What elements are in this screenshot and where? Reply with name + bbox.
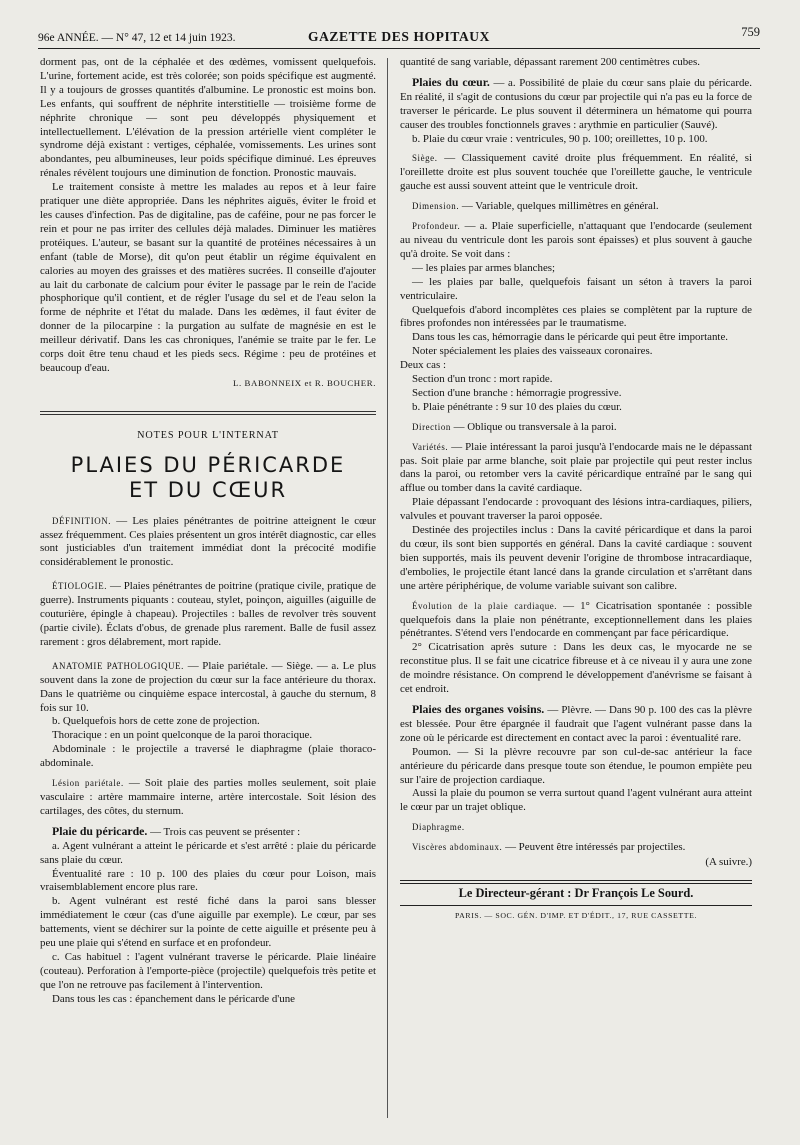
paragraph: c. Cas habituel : l'agent vulnérant traverse le péricarde. Plaie linéaire (couteau). Perforation à l'emporte-pièce (projectile) quelquefois très petite et que l'on ne retrouve pas facilement à l'intervention. [40,950,376,991]
paragraph: Aussi la plaie du poumon se verra surtout quand l'agent vulnérant aura atteint le cœur par un trajet oblique. [400,787,752,814]
lesion-text: — Soit plaie des parties molles seulement, soit plaie vasculaire : artère mammaire interne, artère intercostale. Soit lésion des cartilages, des côtes, du sternum. [40,777,376,817]
left-column [40,56,376,1007]
article-title [40,453,376,503]
varietes-text: — Plaie intéressant la paroi jusqu'à l'endocarde mais ne le dépassant pas. Soit plaie par arme blanche, soit plaie par projectile qui peut rester inclus dans la paroi, ou retomber vers la cavité péricardique entraîné par le sang qui afflue ou tomber dans la cavité cardiaque. [400,440,752,495]
evolution-text: — 1° Cicatrisation spontanée : possible quelquefois dans la plaie non pénétrante, exceptionnellement dans les plaies pénétrantes. S'étend vers l'endocarde en commençant par face péricardique. [400,599,752,640]
page-footer [400,880,752,923]
paragraph: Abdominale : le projectile a traversé le diaphragme (plaie thoraco-abdominale. [40,743,376,770]
paragraph: a. Agent vulnérant a atteint le péricarde et s'est arrêté : plaie du péricarde sans plaie du cœur. [40,839,376,866]
director-signature: Le Directeur-gérant : Dr François Le Sourd. [458,885,694,900]
section-kicker: NOTES POUR L'INTERNAT [137,429,279,441]
paragraph: quantité de sang variable, dépassant rarement 200 centimètres cubes. [400,56,700,68]
paragraph: Deux cas : [400,359,446,372]
paragraph: Plaie dépassant l'endocarde : provoquant des lésions intra-cardiaques, piliers, valvules et pouvant traverser la paroi opposée. [400,496,752,523]
paragraph: Thoracique : en un point quelconque de la paroi thoracique. [52,729,313,742]
paragraph: Dans tous les cas : épanchement dans le péricarde d'une [52,992,295,1005]
paragraph: b. Plaie du cœur vraie : ventricules, 90 p. 100; oreillettes, 10 p. 100. [412,132,708,145]
direction-label: Direction [412,421,451,432]
column-divider [387,58,388,1118]
paragraph: Dans tous les cas, hémorragie dans le péricarde qui peut être importante. [412,331,729,344]
footer-rule [400,883,752,884]
paragraph: b. Quelquefois hors de cette zone de projection. [52,715,260,728]
diaphragme-label: Diaphragme. [412,822,465,833]
etiologie-label: ÉTIOLOGIE. [52,581,108,592]
paragraph: b. Agent vulnérant est resté fiché dans la paroi sans blesser immédiatement le cœur (cas d'une aiguille par exemple). Le cœur, par ses battements, vient se déchirer sur la pointe de cette aiguille et présente peu à peu une plaie qui s'étend en surface et en profondeur. [40,895,376,950]
siege-text: — Classiquement cavité droite plus fréquemment. En réalité, si l'oreillette droite est plus souvent touchée que l'oreillette gauche, le ventricule gauche est aussi souvent atteint que le ventricule droit. [400,152,752,193]
printer-imprint: PARIS. — SOC. GÉN. D'IMP. ET D'ÉDIT., 17, RUE CASSETTE. [454,910,698,920]
direction-text: — Oblique ou transversale à la paroi. [450,420,617,433]
paragraph: dorment pas, ont de la céphalée et des œdèmes, vomissent quelquefois. L'urine, fortement acide, est très colorée; son poids spécifique est augmenté. Il y a toujours de grosses quantités d'albumine. Le pronostic est moins bon. Les enfants, qui souffrent de néphrite interstitielle — troisième forme de néphrite chronique — sont peu développés physiquement et intellectuellement. L'élévation de la pression artérielle vient compléter le syndrome déjà existant : vertiges, céphalée, vomissements. Les urines sont abondantes, peu albumineuses, leur poids spécifique diminué. Les épreuves rénales révèlent toujours une diminution de fonction. Pronostic mauvais. [40,56,376,180]
anatomie-text: — Plaie pariétale. — Siège. — a. Le plus souvent dans la zone de projection du cœur sur la face antérieure du thorax. Dans le quatrième ou cinquième espace intercostal, à gauche du sternum, 8 fois sur 10. [40,659,376,714]
list-item: — les plaies par armes blanches; [412,261,556,274]
author-signature: L. BABONNEIX et R. BOUCHER. [232,377,376,388]
issue-line: 96e ANNÉE. — N° 47, 12 et 14 juin 1923. [38,32,236,44]
right-column [400,56,752,923]
dimension-label: Dimension. [412,201,460,212]
evolution-label: Évolution de la plaie cardiaque. [412,600,558,611]
anatomie-label: ANATOMIE PATHOLOGIQUE. [52,660,185,671]
definition-label: DÉFINITION. [52,515,112,526]
plaies-coeur-heading: Plaies du cœur. [412,74,490,89]
list-item: Section d'une branche : hémorragie progressive. [412,386,622,399]
lesion-label: Lésion pariétale. [52,778,124,789]
plaie-pericarde-intro: — Trois cas peuvent se présenter : [147,825,301,838]
siege-label: Siège. [412,153,438,164]
page-number: 759 [741,25,760,39]
plaie-pericarde-heading: Plaie du péricarde. [52,823,148,838]
paragraph: b. Plaie pénétrante : 9 sur 10 des plaies du cœur. [412,400,622,413]
varietes-label: Variétés. [412,441,449,452]
definition-text: — Les plaies pénétrantes de poitrine atteignent le cœur assez fréquemment. Ces plaies présentent un gros intérêt diagnostic, car elles sont justiciables d'un traitement immédiat dont la précocité modifie considérablement le pronostic. [40,514,376,569]
list-item: Section d'un tronc : mort rapide. [412,373,553,386]
paragraph: Noter spécialement les plaies des vaisseaux coronaires. [412,345,653,358]
visceres-text: — Peuvent être intéressés par projectiles. [502,841,686,854]
plaies-coeur-text: — a. Possibilité de plaie du cœur sans plaie du péricarde. En réalité, il s'agit de contusions du cœur par projectile qui n'a pas eu la force de traverser le péricarde. Le plus souvent il déterminera un hématome qui pourra causer des troubles fonctionnels graves : arythmie en particulier (Sauvé). [400,76,752,131]
to-be-continued: (A suivre.) [705,856,752,869]
paragraph: Destinée des projectiles inclus : Dans la cavité péricardique et dans la paroi du cœur, ils sont bien supportés en général. Dans la cavité cardiaque : souvent bien supportés, mais ils peuvent devenir l'origine de thrombose intracardiaque, d'embolies, le projectile étant lancé dans la grande circulation et s'arrêtant dans une artère périphérique, de volume variable suivant son calibre. [400,524,752,592]
profondeur-text: — a. Plaie superficielle, n'attaquant que l'endocarde (seulement au niveau du ventricule dont les parois sont épaisses) et plus souvent à gauche qu'à droite. Se voit dans : [400,220,752,260]
visceres-label: Viscères abdominaux. [412,842,503,853]
footer-rule [400,880,752,881]
paragraph: 2° Cicatrisation après suture : Dans les deux cas, le myocarde ne se reconstitue plus. Il se fait une cicatrice fibreuse et à ce niveau il y aura une zone de moindre résistance. On comprend le développement d'anévrisme se faisant à cet endroit. [400,641,752,696]
article-title-line2: ET DU CŒUR [128,477,288,502]
organes-voisins-text: — Plèvre. — Dans 90 p. 100 des cas la plèvre est blessée. Pour être épargnée il faudrait que l'agent vulnérant passe dans la zone où le péricarde est directement en contact avec la paroi : éventualité rare. [400,703,752,744]
footer-rule [400,905,752,906]
dimension-text: — Variable, quelques millimètres en général. [459,200,659,213]
profondeur-label: Profondeur. [412,221,461,232]
etiologie-text: — Plaies pénétrantes de poitrine (pratique civile, pratique de guerre). Instruments piquants : couteau, stylet, poinçon, aiguilles (aiguille de couturière, épingle à chapeau). Projectiles : balles de revolver très souvent (partie civile). Éclats d'obus, de grenade plus rarement. Balle de fusil assez rarement : gros délabrement, mort rapide. [40,580,376,648]
page-header [38,20,760,46]
article-title-line1: PLAIES DU PÉRICARDE [70,452,346,477]
paragraph: Éventualité rare : 10 p. 100 des plaies du cœur pour Loison, mais vraisemblablement encore plus rare. [40,867,376,894]
list-item: — les plaies par balle, quelquefois faisant un séton à travers la paroi ventriculaire. [400,275,752,302]
journal-title: GAZETTE DES HOPITAUX [307,29,491,44]
organes-voisins-heading: Plaies des organes voisins. [412,701,545,716]
header-rule [38,48,760,49]
section-rule [40,411,376,415]
paragraph: Poumon. — Si la plèvre recouvre par son cul-de-sac antérieur la face antérieure du péricarde dans presque toute son étendue, le poumon empiète peu sur l'aire de projection cardiaque. [400,745,752,786]
paragraph: Le traitement consiste à mettre les malades au repos et à leur faire pratiquer une diète appropriée. Dans les néphrites aiguës, éviter le froid et les causes d'infection. Pas de digitaline, pas de caféine, pour ne pas forcer le rein et pour ne pas irriter des cellules déjà malades. Diminuer les matières protéiques. L'auteur, se basant sur la quantité de protéines nécessaires à un enfant (table de Morse), dit qu'on peut établir un régime équivalent en calories au moyen des graisses et des matières sucrées. Il conseille d'ajouter au lait du carbonate de calcium pour éviter le passage par le rein de l'acide phosphorique qu'il contient, et de régler l'usage du sel et de l'eau selon la forme de néphrite et l'état du malade. Dans les œdèmes, il faut éviter de donner de la pilocarpine : la purgation au sulfate de magnésie en est le meilleur dérivatif. Dans les cas chroniques, l'anémie se traite par le fer. Le corps doit être tenu chaud et les pieds secs. Régime : peu de protéines et beaucoup d'eau. [40,181,376,374]
paragraph: Quelquefois d'abord incomplètes ces plaies se complètent par la rupture de fibres profondes non intéressées par le traumatisme. [400,303,752,330]
